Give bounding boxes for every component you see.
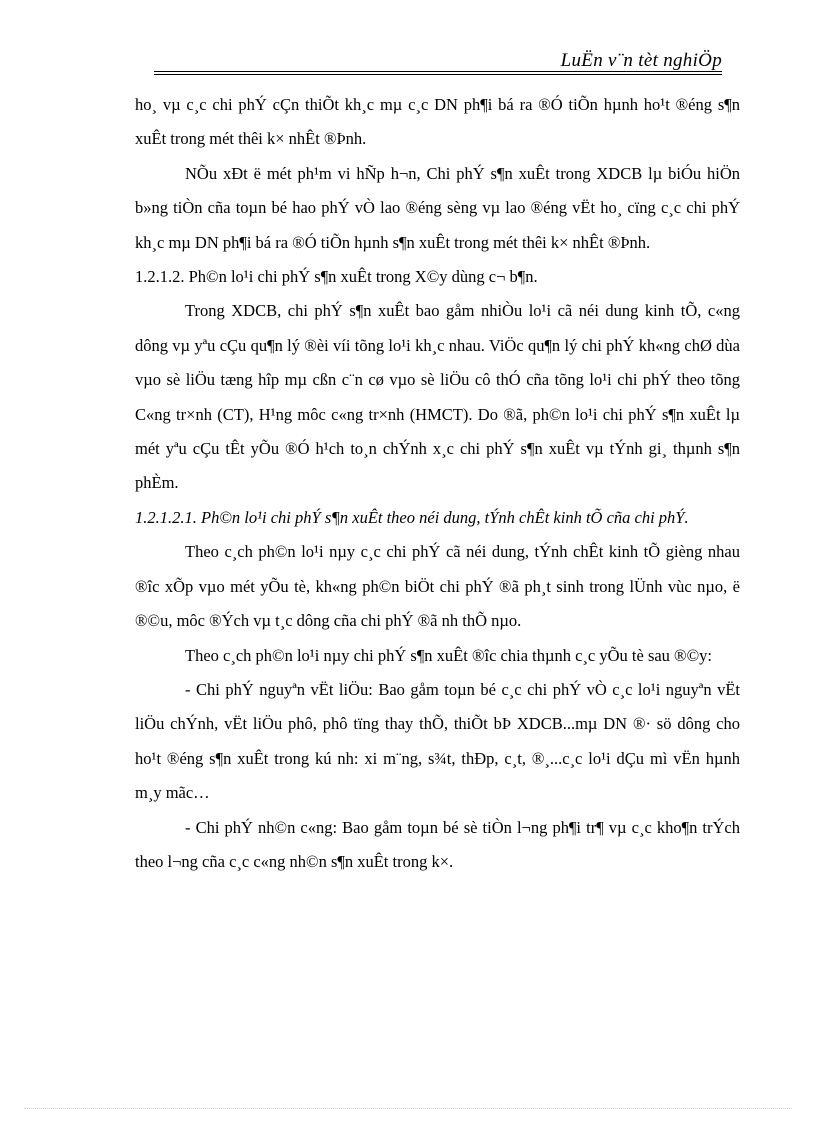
section-heading: 1.2.1.2. Ph©n lo¹i chi phÝ s¶n xuÊt trong X©y dùng c¬ b¶n. <box>135 267 538 287</box>
subsection-heading: 1.2.1.2.1. Ph©n lo¹i chi phÝ s¶n xuÊt theo néi dung, tÝnh chÊt kinh tÕ cña chi phÝ. <box>135 507 689 527</box>
paragraph-classification: Trong XDCB, chi phÝ s¶n xuÊt bao gåm nhiÒu lo¹i cã néi dung kinh tÕ, c«ng dông vµ yªu cÇu qu¶n lý ®èi víi tõng lo¹i kh¸c nhau. ViÖc qu¶n lý chi phÝ kh«ng chØ dùa vµo sè liÖu tæng hîp mµ cßn c¨n cø vµo sè liÖu cô thÓ cña tõng lo¹i chi phÝ theo tõng C«ng tr×nh (CT), H¹ng môc c«ng tr×nh (HMCT). Do ®ã, ph©n lo¹i chi phÝ s¶n xuÊt lµ mét yªu cÇu tÊt yÕu ®Ó h¹ch to¸n chÝnh x¸c chi phÝ s¶n xuÊt vµ tÝnh gi¸ thµnh s¶n phÈm. <box>135 301 740 493</box>
paragraph-continuation: ho¸ vµ c¸c chi phÝ cÇn thiÕt kh¸c mµ c¸c DN ph¶i bá ra ®Ó tiÕn hµnh ho¹t ®éng s¶n xuÊt trong mét thêi k× nhÊt ®Þnh. <box>135 95 740 149</box>
header-double-rule <box>154 71 722 75</box>
body-text <box>135 88 740 879</box>
paragraph-method: Theo c¸ch ph©n lo¹i nµy c¸c chi phÝ cã néi dung, tÝnh chÊt kinh tÕ gièng nhau ®îc xÕp vµo mét yÕu tè, kh«ng ph©n biÖt chi phÝ ®ã ph¸t sinh trong lÜnh vùc nµo, ë ®©u, môc ®Ých vµ t¸c dông cña chi phÝ ®ã nh thÕ nµo. <box>135 542 740 631</box>
paragraph-factors-intro: Theo c¸ch ph©n lo¹i nµy chi phÝ s¶n xuÊt ®îc chia thµnh c¸c yÕu tè sau ®©y: <box>185 645 712 665</box>
list-item-materials: - Chi phÝ nguyªn vËt liÖu: Bao gåm toµn bé c¸c chi phÝ vÒ c¸c lo¹i nguyªn vËt liÖu chÝnh, vËt liÖu phô, phô tïng thay thÕ, thiÕt bÞ XDCB...mµ DN ®· sö dông cho ho¹t ®éng s¶n xuÊt trong kú nh: xi m¨ng, s¾t, thÐp, c¸t, ®¸...c¸c lo¹i dÇu mì vËn hµnh m¸y mãc… <box>135 679 740 803</box>
list-item-labor: - Chi phÝ nh©n c«ng: Bao gåm toµn bé sè tiÒn l¬ng ph¶i tr¶ vµ c¸c kho¶n trÝch theo l¬ng cña c¸c c«ng nh©n s¶n xuÊt trong k×. <box>135 817 740 871</box>
paragraph-definition: NÕu xÐt ë mét ph¹m vi hÑp h¬n, Chi phÝ s¶n xuÊt trong XDCB lµ biÓu hiÖn b»ng tiÒn cña toµn bé hao phÝ vÒ lao ®éng sèng vµ lao ®éng vËt ho¸ cïng c¸c chi phÝ kh¸c mµ DN ph¶i bá ra ®Ó tiÕn hµnh s¶n xuÊt trong mét thêi k× nhÊt ®Þnh. <box>135 163 740 252</box>
page-bottom-edge <box>24 1108 792 1109</box>
running-header-title: LuËn v¨n tèt nghiÖp <box>560 50 722 71</box>
